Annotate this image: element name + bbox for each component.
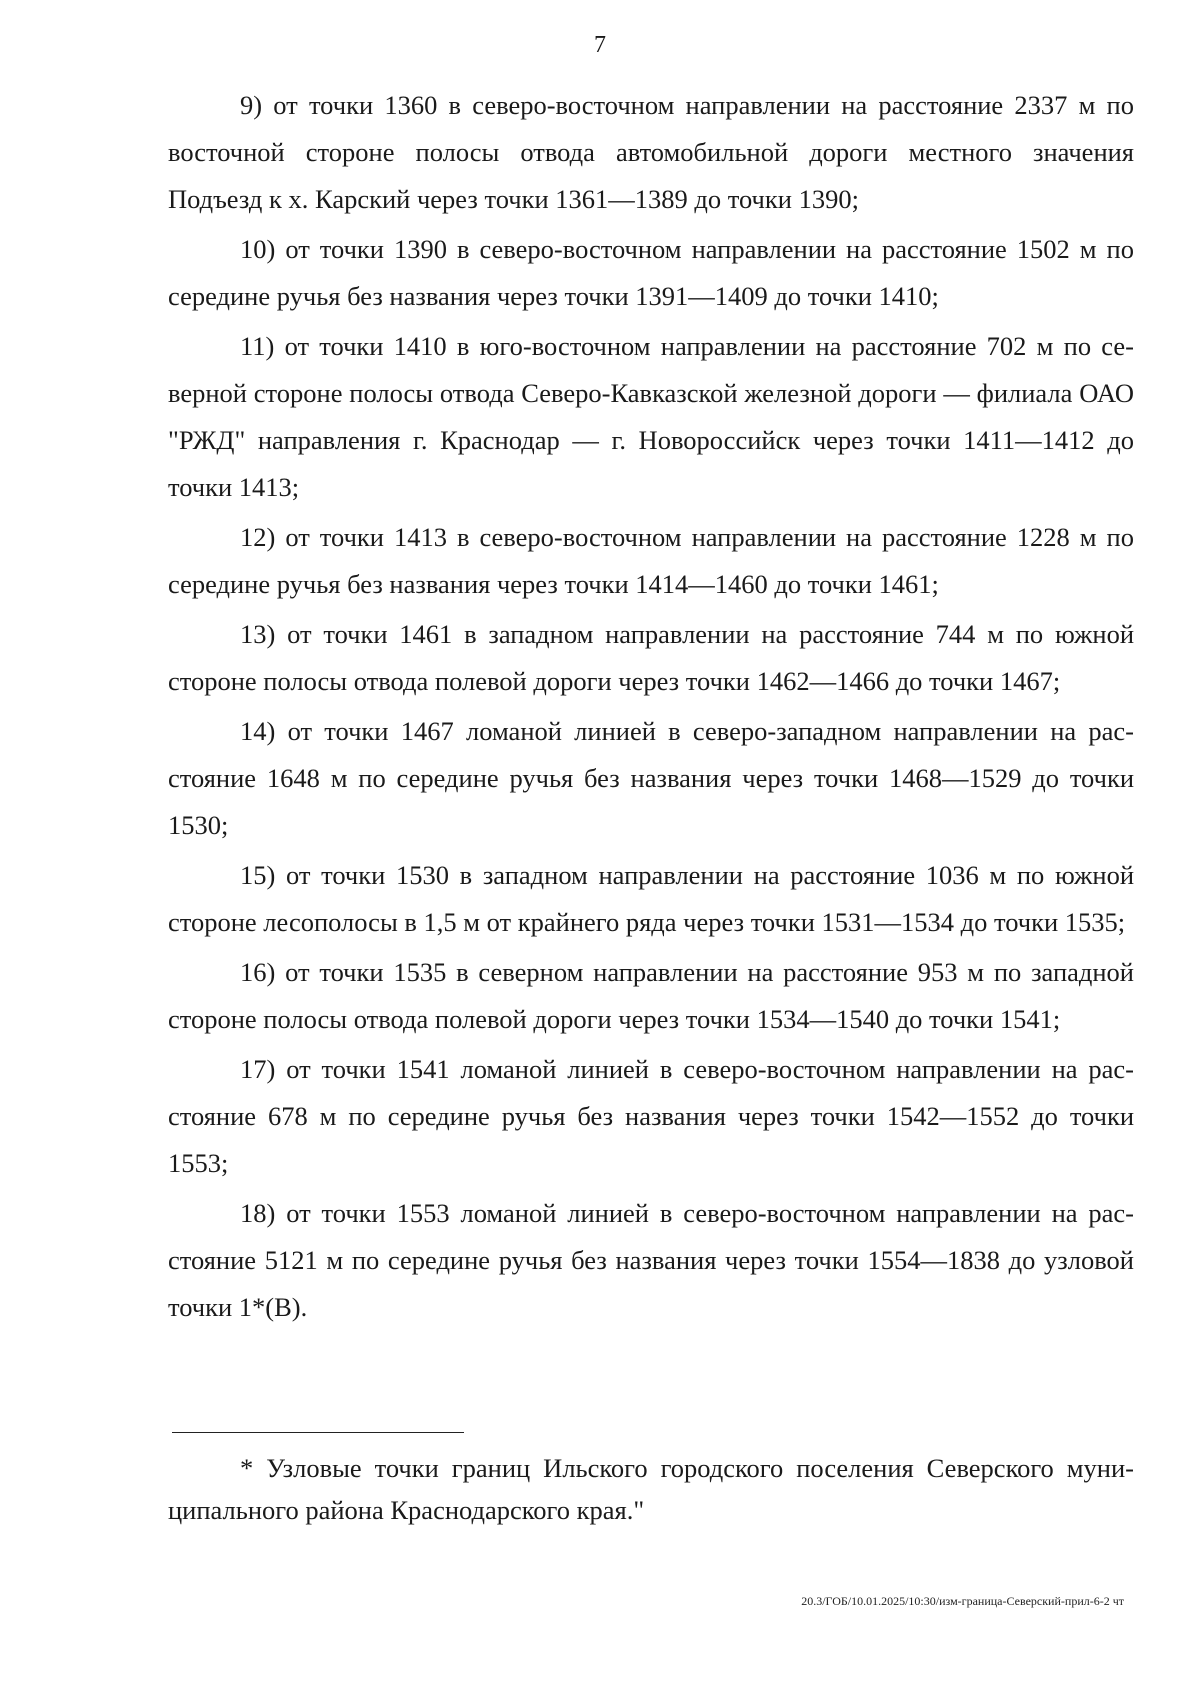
footnote xyxy=(168,1447,1134,1531)
page-number: 7 xyxy=(594,32,606,58)
footnote-text: * Узловые точки границ Ильского городского поселения Северского муниципального района Краснодарского края." xyxy=(168,1453,1134,1525)
document-body xyxy=(168,82,1134,1334)
footnote-divider xyxy=(172,1432,464,1433)
paragraph-item-12: 12) от точки 1413 в северо-восточном направлении на расстояние 1228 м по середине ручья без названия через точки 1414—1460 до точки 1461; xyxy=(168,522,1134,599)
paragraph-item-15: 15) от точки 1530 в западном направлении на расстояние 1036 м по южной стороне лесополосы в 1,5 м от крайнего ряда через точки 1531—1534 до точки 1535; xyxy=(168,860,1134,937)
paragraph-item-17: 17) от точки 1541 ломаной линией в северо-восточном направлении на расстояние 678 м по середине ручья без названия через точки 1542—1552 до точки 1553; xyxy=(168,1054,1134,1178)
paragraph-item-13: 13) от точки 1461 в западном направлении на расстояние 744 м по южной стороне полосы отвода полевой дороги через точки 1462—1466 до точки 1467; xyxy=(168,619,1134,696)
paragraph-item-9: 9) от точки 1360 в северо-восточном направлении на расстояние 2337 м по восточной стороне полосы отвода автомобильной дороги местного значения Подъезд к х. Карский через точки 1361—1389 до точки 1390; xyxy=(168,90,1134,214)
paragraph-item-10: 10) от точки 1390 в северо-восточном направлении на расстояние 1502 м по середине ручья без названия через точки 1391—1409 до точки 1410; xyxy=(168,234,1134,311)
paragraph-item-18: 18) от точки 1553 ломаной линией в северо-восточном направлении на расстояние 5121 м по середине ручья без названия через точки 1554—1838 до узловой точки 1*(В). xyxy=(168,1198,1134,1322)
document-stamp: 20.3/ГОБ/10.01.2025/10:30/изм-граница-Северский-прил-6-2 чт xyxy=(801,1594,1124,1608)
paragraph-item-14: 14) от точки 1467 ломаной линией в северо-западном направлении на расстояние 1648 м по середине ручья без названия через точки 1468—1529 до точки 1530; xyxy=(168,716,1134,840)
paragraph-item-16: 16) от точки 1535 в северном направлении на расстояние 953 м по западной стороне полосы отвода полевой дороги через точки 1534—1540 до точки 1541; xyxy=(168,957,1134,1034)
paragraph-item-11: 11) от точки 1410 в юго-восточном направлении на расстояние 702 м по северной стороне полосы отвода Северо-Кавказской железной дороги — филиала ОАО "РЖД" направления г. Краснодар — г. Новороссийск через точки 1411—1412 до точки 1413; xyxy=(168,331,1134,502)
